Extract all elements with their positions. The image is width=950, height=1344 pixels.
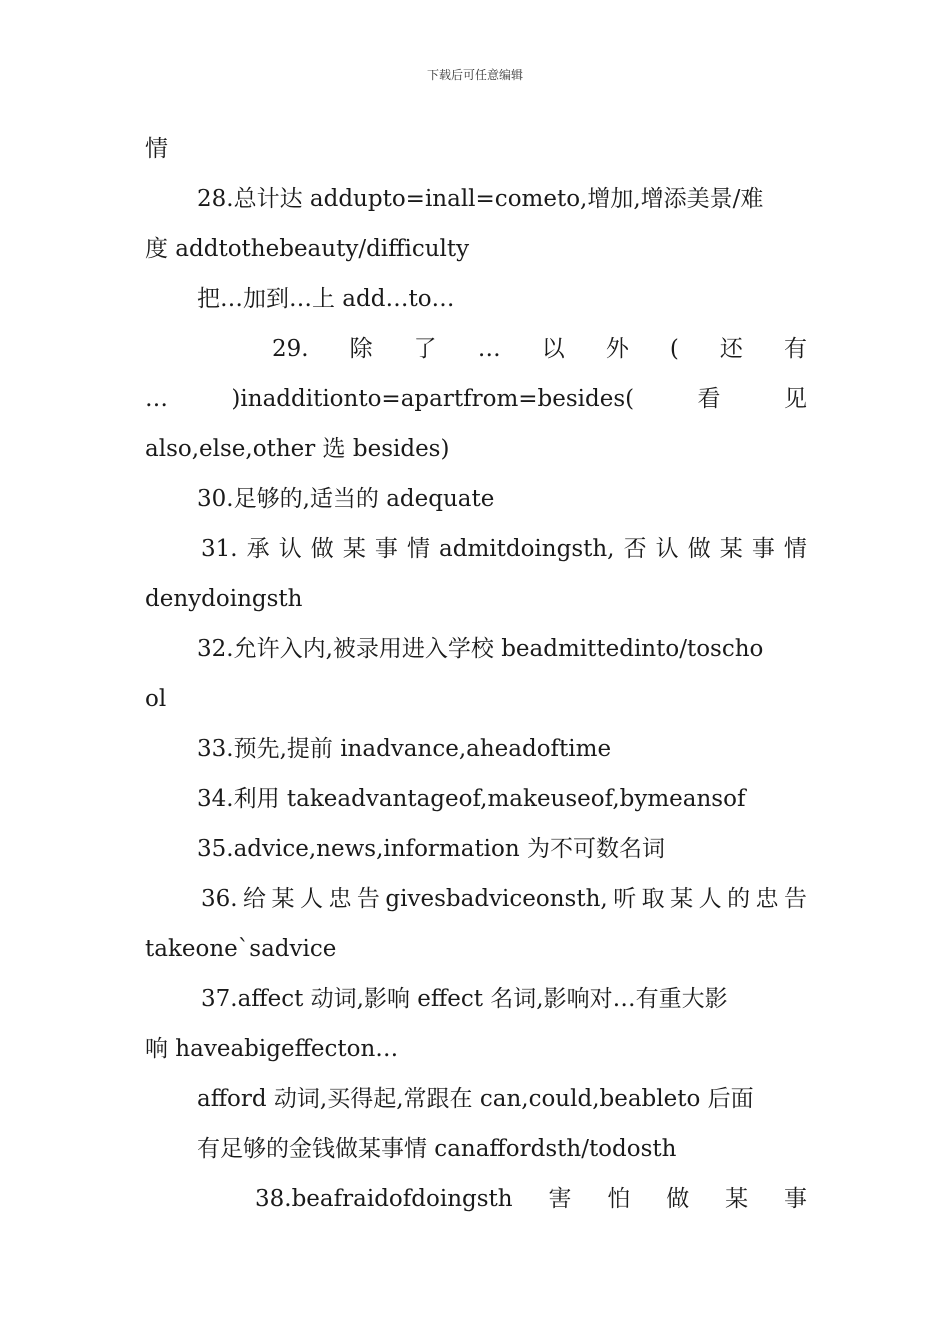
justified-word: 告 (356, 886, 380, 912)
text-line: afford 动词,买得起,常跟在 can,could,beableto 后面 (197, 1086, 754, 1112)
entry-35: 35.advice,news,information 为不可数名词 (197, 836, 666, 862)
entry-28: 28.总计达 addupto=inall=cometo,增加,增添美景/难 (197, 186, 764, 212)
text-line (145, 374, 807, 424)
justified-word: 承 (246, 536, 270, 562)
justified-word: 38.beafraidofdoingsth (255, 1186, 513, 1212)
justified-word: 人 (299, 886, 323, 912)
justified-word: 情 (783, 536, 807, 562)
justified-word: ( (669, 336, 679, 362)
entry-29 (145, 324, 807, 374)
justified-word: 情 (406, 536, 430, 562)
justified-word: 的 (727, 886, 751, 912)
entry-32: 32.允许入内,被录用进入学校 beadmittedinto/toscho (197, 636, 764, 662)
justified-word: 认 (278, 536, 302, 562)
text-line: 度 addtothebeauty/difficulty (145, 236, 470, 262)
justified-word: 某 (719, 536, 743, 562)
text-line: 情 (145, 136, 168, 162)
justified-word: 事 (783, 1186, 807, 1212)
text-line: 有足够的金钱做某事情 canaffordsth/todosth (197, 1136, 677, 1162)
entry-31 (145, 524, 807, 574)
justified-word: 做 (666, 1186, 690, 1212)
document-body (145, 124, 807, 1224)
page-header: 下载后可任意编辑 (426, 68, 523, 82)
justified-word: 认 (655, 536, 679, 562)
justified-word: 忠 (755, 886, 779, 912)
entry-33: 33.预先,提前 inadvance,aheadoftime (197, 736, 612, 762)
justified-word: 某 (670, 886, 694, 912)
entry-34: 34.利用 takeadvantageof,makeuseof,bymeansof (197, 786, 746, 812)
justified-word: 某 (725, 1186, 749, 1212)
justified-word: 36. (201, 886, 238, 912)
justified-word: 事 (751, 536, 775, 562)
entry-30: 30.足够的,适当的 adequate (197, 486, 495, 512)
justified-word: 告 (784, 886, 807, 912)
justified-word: 做 (310, 536, 334, 562)
justified-word: )inadditionto=apartfrom=besides( (231, 386, 635, 412)
justified-word: 还 (719, 336, 743, 362)
justified-word: 以 (541, 336, 565, 362)
justified-word: givesbadviceonsth, (385, 886, 608, 912)
justified-word: 了 (413, 336, 437, 362)
justified-word: 有 (783, 336, 807, 362)
text-line: 响 haveabigeffecton… (145, 1036, 399, 1062)
justified-word: … (477, 336, 501, 362)
text-line: takeone`sadvice (145, 936, 337, 962)
justified-word: 见 (783, 386, 807, 412)
justified-word: 怕 (607, 1186, 631, 1212)
justified-word: 听 (613, 886, 637, 912)
entry-37: 37.affect 动词,影响 effect 名词,影响对…有重大影 (201, 986, 728, 1012)
justified-word: … (145, 386, 168, 412)
text-line: denydoingsth (145, 586, 303, 612)
justified-word: 忠 (328, 886, 352, 912)
justified-word: 否 (623, 536, 647, 562)
justified-word: 取 (641, 886, 665, 912)
justified-word: admitdoingsth, (439, 536, 615, 562)
justified-word: 给 (243, 886, 267, 912)
justified-word: 做 (687, 536, 711, 562)
justified-word: 29. (272, 336, 309, 362)
entry-38 (145, 1174, 807, 1224)
justified-word: 某 (271, 886, 295, 912)
text-line: also,else,other 选 besides) (145, 436, 450, 462)
justified-word: 31. (201, 536, 238, 562)
justified-word: 人 (698, 886, 722, 912)
text-line: 把…加到…上 add…to… (197, 286, 455, 312)
justified-word: 除 (349, 336, 373, 362)
justified-word: 事 (374, 536, 398, 562)
entry-36 (145, 874, 807, 924)
justified-word: 看 (697, 386, 721, 412)
justified-word: 害 (548, 1186, 572, 1212)
justified-word: 某 (342, 536, 366, 562)
justified-word: 外 (605, 336, 629, 362)
text-line: ol (145, 686, 167, 712)
